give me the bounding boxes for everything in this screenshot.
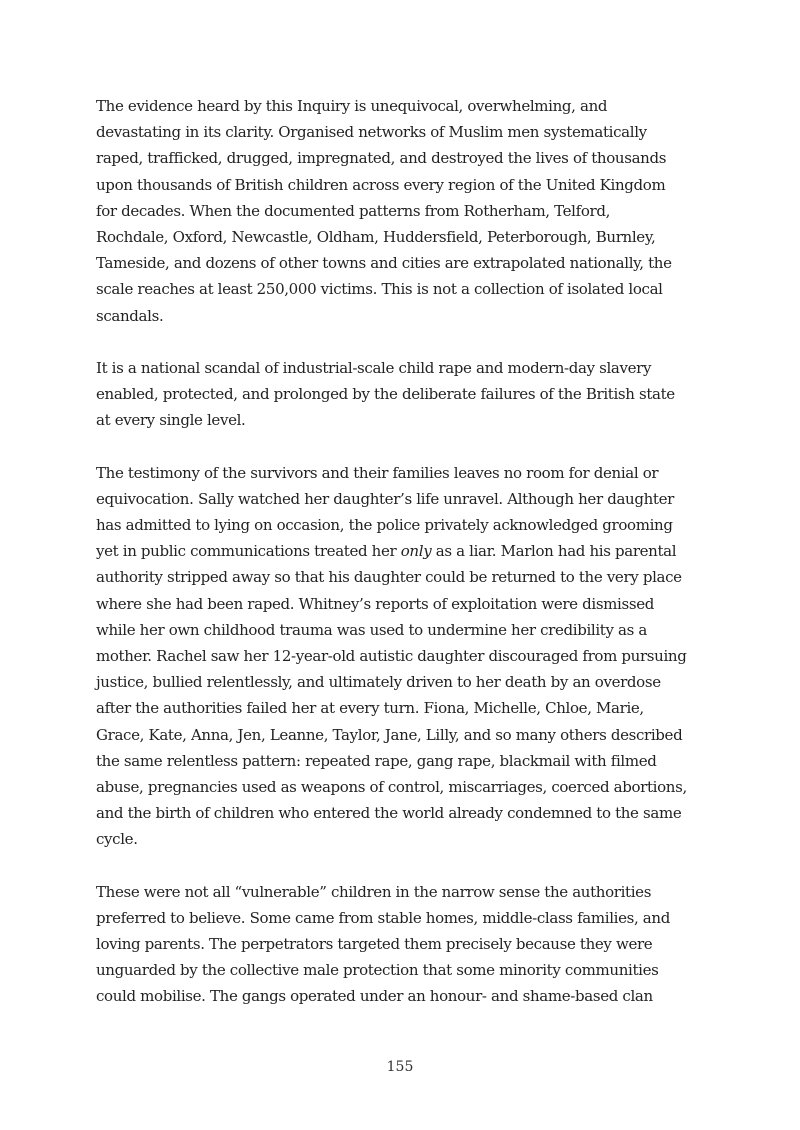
text-line: mother. Rachel saw her 12-year-old autistic daughter discouraged from pursuing (96, 646, 687, 665)
text-line: devastating in its clarity. Organised networks of Muslim men systematically (96, 123, 647, 142)
text-line: where she had been raped. Whitney’s reports of exploitation were dismissed (96, 594, 654, 613)
text-line: while her own childhood trauma was used to undermine her credibility as a (96, 620, 647, 639)
text-line: authority stripped away so that his daughter could be returned to the very place (96, 568, 682, 587)
text-line: justice, bullied relentlessly, and ultimately driven to her death by an overdose (96, 673, 661, 692)
paragraph-spacer (96, 329, 696, 355)
paragraph-spacer (96, 433, 696, 459)
text-line: These were not all “vulnerable” children in the narrow sense the authorities (96, 882, 652, 901)
paragraph-2 (96, 355, 696, 434)
paragraph-1 (96, 93, 696, 329)
paragraph-4 (96, 879, 696, 1010)
text-line: preferred to believe. Some came from stable homes, middle-class families, and (96, 908, 670, 927)
text-line: upon thousands of British children across every region of the United Kingdom (96, 175, 666, 194)
text-segment: yet in public communications treated her (96, 542, 397, 561)
text-line: equivocation. Sally watched her daughter’s life unravel. Although her daughter (96, 489, 674, 508)
text-line: for decades. When the documented patterns from Rotherham, Telford, (96, 201, 610, 220)
italic-emphasis: only (400, 542, 432, 561)
text-line: scandals. (96, 306, 164, 325)
text-line: Tameside, and dozens of other towns and cities are extrapolated nationally, the (96, 254, 672, 273)
text-line: It is a national scandal of industrial-scale child rape and modern-day slavery (96, 358, 652, 377)
text-line: The testimony of the survivors and their families leaves no room for denial or (96, 463, 659, 482)
text-line: enabled, protected, and prolonged by the deliberate failures of the British state (96, 385, 675, 404)
text-line: Grace, Kate, Anna, Jen, Leanne, Taylor, Jane, Lilly, and so many others described (96, 725, 683, 744)
text-line: raped, trafficked, drugged, impregnated, and destroyed the lives of thousands (96, 149, 667, 168)
paragraph-spacer (96, 852, 696, 878)
text-line: the same relentless pattern: repeated rape, gang rape, blackmail with filmed (96, 751, 657, 770)
text-line: The evidence heard by this Inquiry is unequivocal, overwhelming, and (96, 97, 608, 115)
text-line: Rochdale, Oxford, Newcastle, Oldham, Huddersfield, Peterborough, Burnley, (96, 227, 656, 246)
text-line: and the birth of children who entered the world already condemned to the same (96, 804, 682, 823)
text-line: cycle. (96, 830, 138, 849)
paragraph-3 (96, 460, 696, 853)
text-segment: as a liar. Marlon had his parental (431, 542, 677, 561)
text-line: unguarded by the collective male protection that some minority communities (96, 961, 659, 980)
text-line: scale reaches at least 250,000 victims. This is not a collection of isolated local (96, 280, 663, 299)
text-line: at every single level. (96, 411, 246, 430)
text-line: loving parents. The perpetrators targeted them precisely because they were (96, 935, 653, 953)
text-line: after the authorities failed her at every turn. Fiona, Michelle, Chloe, Marie, (96, 699, 644, 718)
page-number: 155 (386, 1059, 414, 1075)
text-line: abuse, pregnancies used as weapons of control, miscarriages, coerced abortions, (96, 777, 687, 796)
text-line: could mobilise. The gangs operated under an honour- and shame-based clan (96, 987, 653, 1006)
text-line-with-italic (96, 538, 696, 564)
text-line: has admitted to lying on occasion, the police privately acknowledged grooming (96, 516, 673, 534)
body-text (96, 93, 696, 1010)
